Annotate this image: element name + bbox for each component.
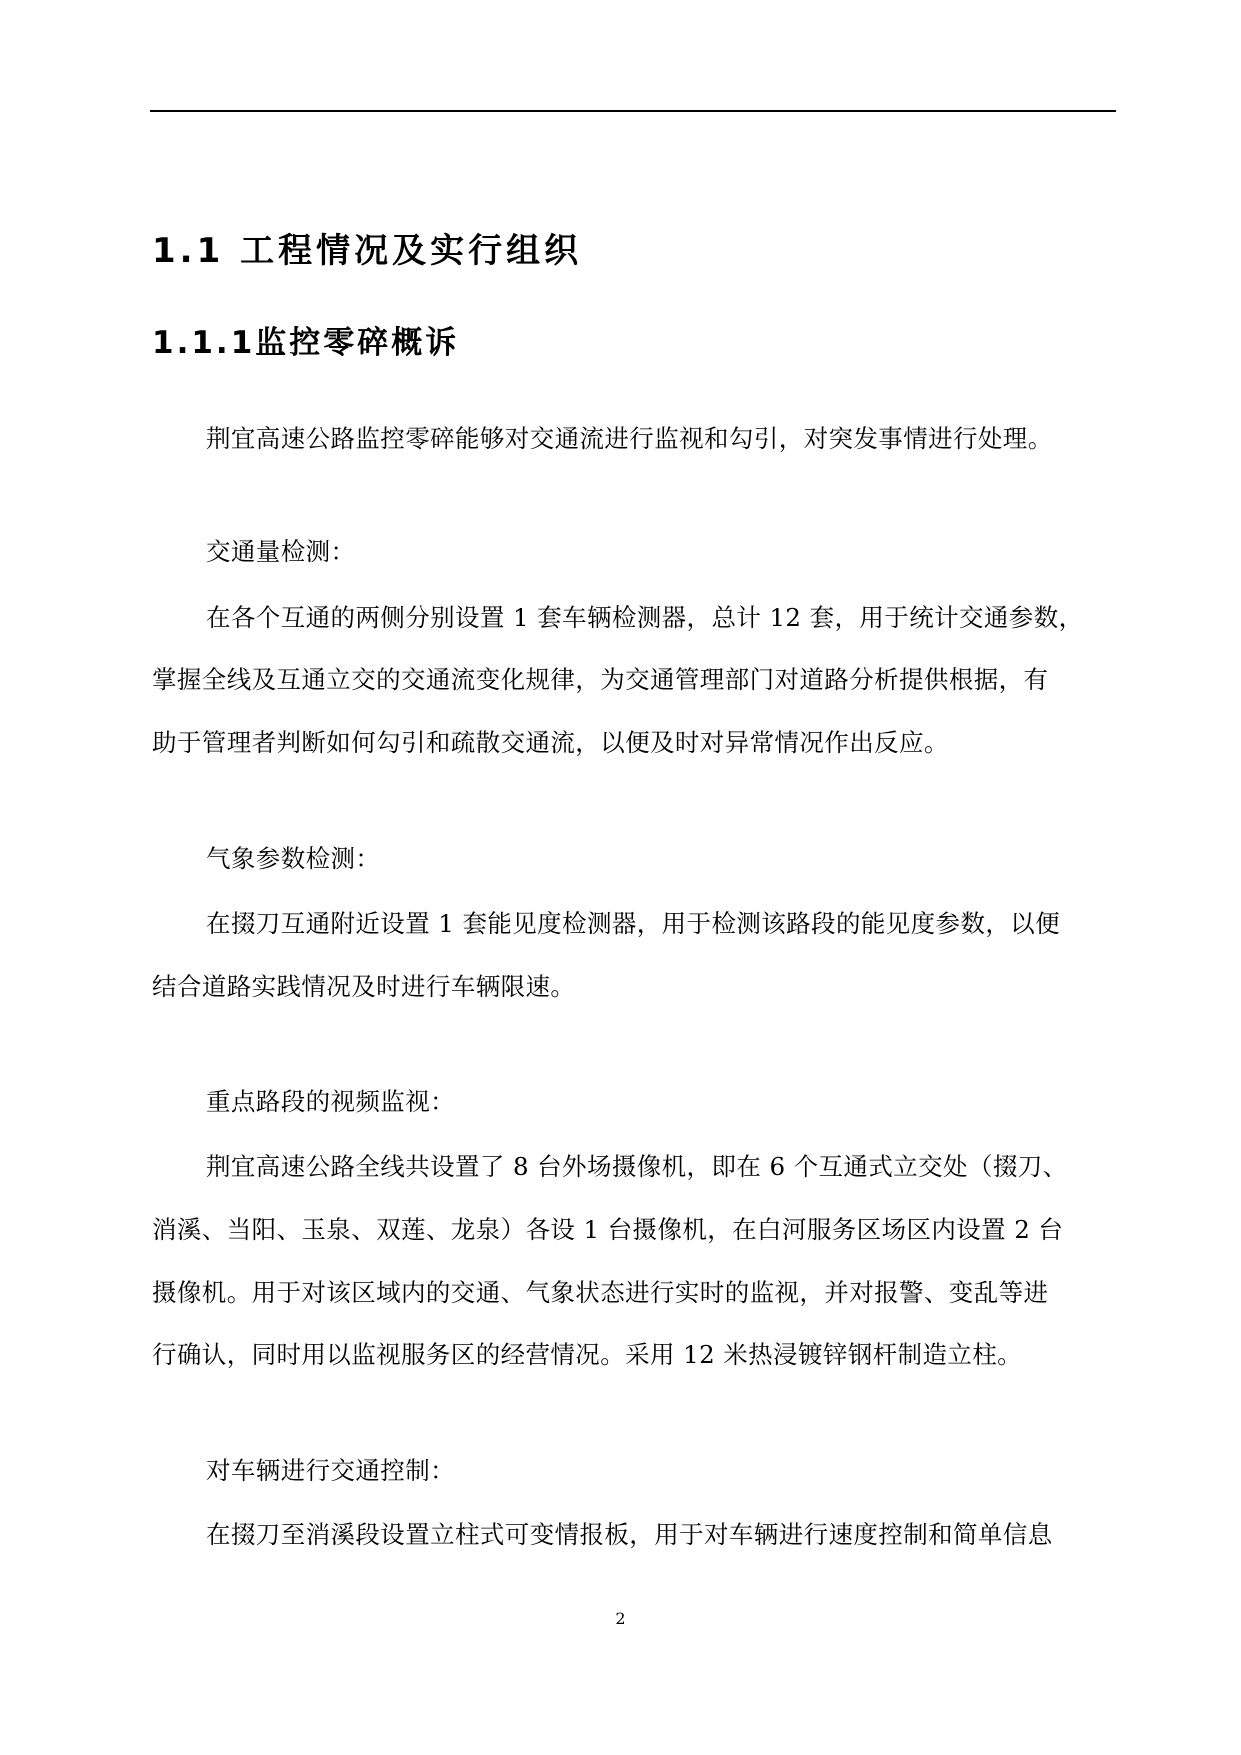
- weather-detection-line: 在掇刀互通附近设置 1 套能见度检测器，用于检测该路段的能见度参数，以便: [206, 909, 1061, 938]
- traffic-detection-line: 在各个互通的两侧分别设置 1 套车辆检测器，总计 12 套，用于统计交通参数，: [206, 603, 1084, 632]
- header-rule: [150, 110, 1116, 112]
- traffic-detection-line: 助于管理者判断如何勾引和疏散交通流，以便及时对异常情况作出反应。: [152, 728, 949, 757]
- weather-detection-line: 结合道路实践情况及时进行车辆限速。: [152, 972, 576, 1001]
- video-monitoring-line: 消溪、当阳、玉泉、双莲、龙泉）各设 1 台摄像机，在白河服务区场区内设置 2 台: [152, 1215, 1064, 1244]
- video-monitoring-line: 行确认，同时用以监视服务区的经营情况。采用 12 米热浸镀锌钢杆制造立柱。: [152, 1340, 1023, 1369]
- video-monitoring-title: 重点路段的视频监视：: [206, 1087, 455, 1116]
- traffic-detection-title: 交通量检测：: [206, 537, 356, 566]
- video-monitoring-line: 荆宜高速公路全线共设置了 8 台外场摄像机，即在 6 个互通式立交处（掇刀、: [206, 1152, 1068, 1181]
- intro-paragraph: 荆宜高速公路监控零碎能够对交通流进行监视和勾引，对突发事情进行处理。: [206, 424, 1053, 453]
- traffic-control-title: 对车辆进行交通控制：: [206, 1456, 455, 1485]
- traffic-control-line: 在掇刀至消溪段设置立柱式可变情报板，用于对车辆进行速度控制和简单信息: [206, 1520, 1053, 1549]
- traffic-detection-line: 掌握全线及互通立交的交通流变化规律，为交通管理部门对道路分析提供根据，有: [152, 665, 1049, 694]
- subsection-heading: 1.1.1监控零碎概诉: [152, 325, 460, 361]
- video-monitoring-line: 摄像机。用于对该区域内的交通、气象状态进行实时的监视，并对报警、变乱等进: [152, 1278, 1049, 1307]
- section-heading: 1.1 工程情况及实行组织: [152, 231, 583, 271]
- page-number: 2: [615, 1609, 626, 1628]
- weather-detection-title: 气象参数检测：: [206, 844, 381, 873]
